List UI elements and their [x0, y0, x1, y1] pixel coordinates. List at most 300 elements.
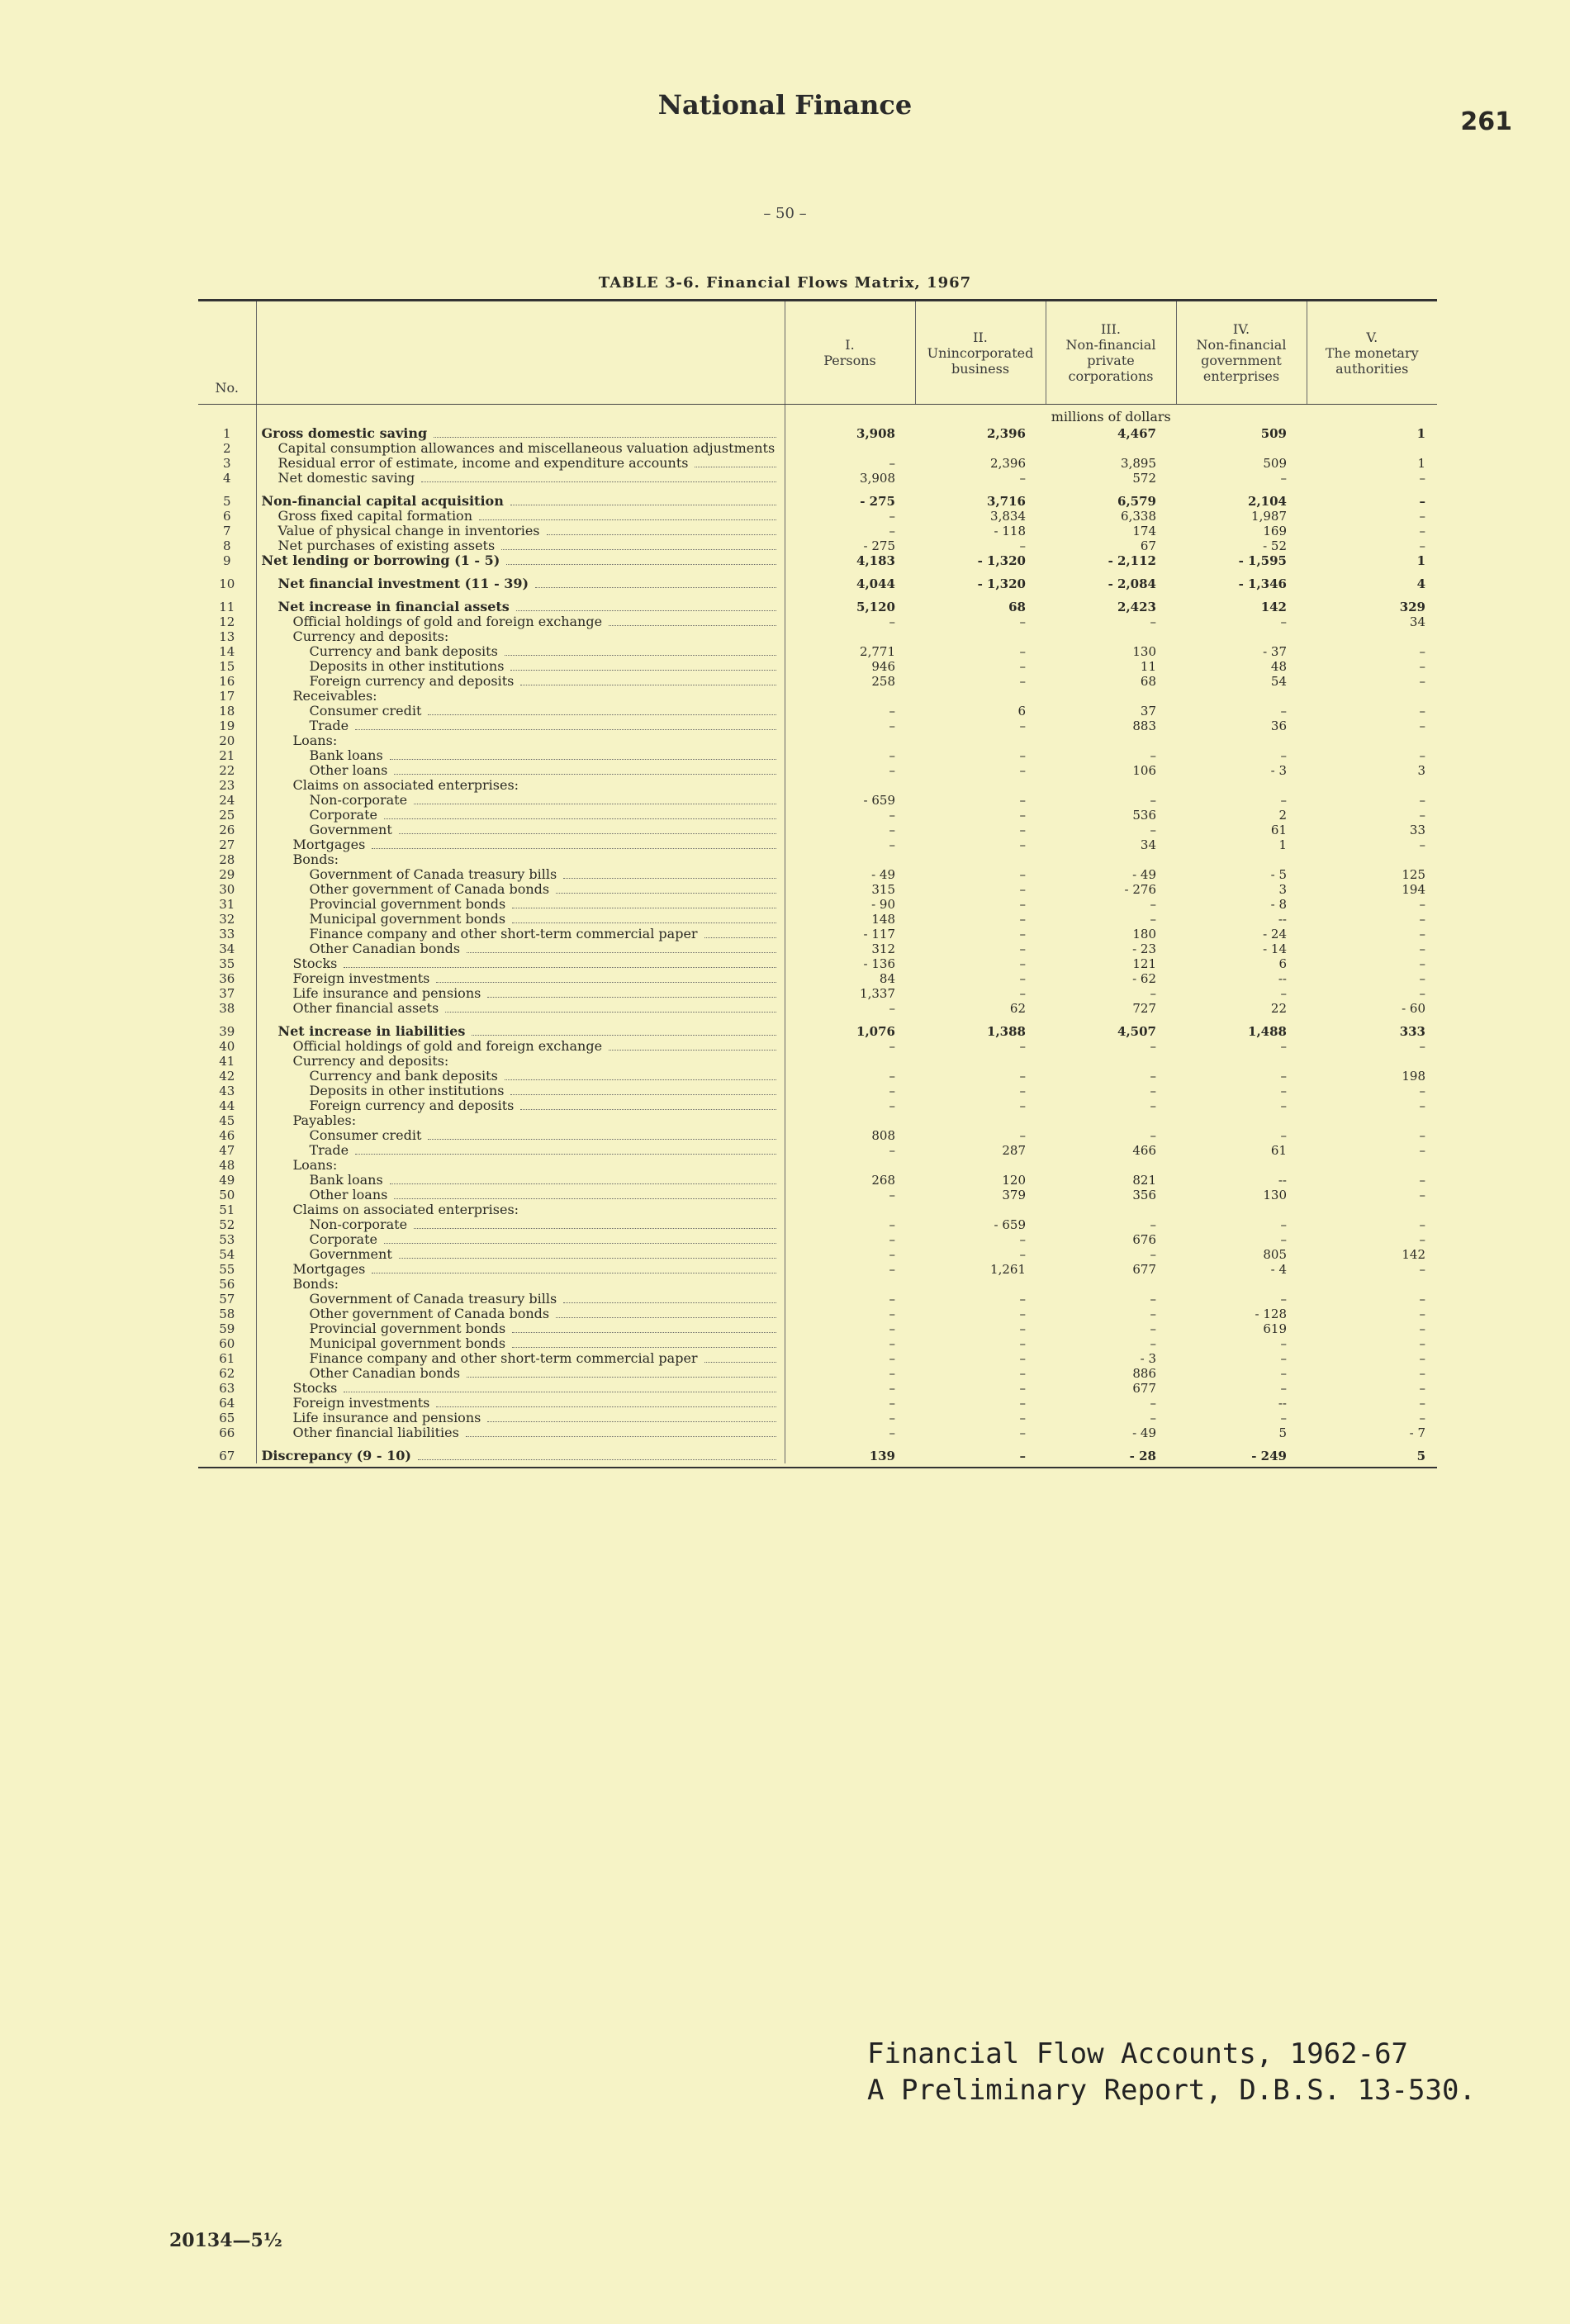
dot-leader: [390, 1183, 776, 1184]
value-cell: –: [889, 1381, 895, 1396]
value-cell: [1046, 733, 1176, 748]
row-label-cell: [256, 986, 785, 1001]
value-cell: –: [1150, 912, 1156, 927]
table-row: [198, 882, 1437, 897]
row-label: Capital consumption allowances and miscellaneous valuation adjustments: [278, 441, 779, 456]
value-cell: --: [1278, 912, 1287, 927]
value-cell: 333: [1399, 1024, 1425, 1039]
value-cell: [1176, 733, 1307, 748]
value-cell: –: [1019, 538, 1026, 553]
value-cell: –: [1019, 1321, 1026, 1336]
value-cell: –: [1150, 1039, 1156, 1054]
value-cell: 121: [1132, 956, 1156, 971]
row-number: 11: [219, 600, 235, 614]
row-label-cell: [256, 1188, 785, 1202]
value-cell: 1,388: [987, 1024, 1026, 1039]
row-label-cell: [256, 1262, 785, 1277]
value-cell: –: [1019, 927, 1026, 941]
table-row: [198, 1173, 1437, 1188]
row-number: 53: [219, 1232, 235, 1247]
table-row: [198, 704, 1437, 719]
value-cell: --: [1278, 1173, 1287, 1188]
value-cell: –: [889, 1396, 895, 1411]
row-number: 60: [219, 1336, 235, 1351]
value-cell: –: [1019, 1366, 1026, 1381]
table-row: [198, 1158, 1437, 1173]
value-cell: –: [1280, 1336, 1287, 1351]
row-label-cell: [256, 823, 785, 837]
dot-leader: [556, 1316, 776, 1318]
row-label: Currency and deposits:: [293, 629, 453, 644]
table-row: [198, 837, 1437, 852]
dot-leader: [355, 1153, 776, 1155]
value-cell: –: [1019, 912, 1026, 927]
value-cell: –: [889, 1366, 895, 1381]
row-label: Municipal government bonds: [310, 912, 510, 927]
value-cell: 727: [1132, 1001, 1156, 1016]
value-cell: 1,987: [1251, 509, 1287, 524]
value-cell: - 1,346: [1238, 576, 1287, 591]
value-cell: –: [1019, 882, 1026, 897]
value-cell: –: [889, 808, 895, 823]
column-header-non-financial-government-enterprises: IV. Non-financial government enterprises: [1176, 301, 1307, 405]
value-cell: –: [889, 1069, 895, 1084]
column-header-unincorporated-business: II. Unincorporated business: [915, 301, 1046, 405]
row-number: 47: [219, 1143, 235, 1158]
dot-leader: [466, 1435, 776, 1437]
value-cell: –: [1019, 1396, 1026, 1411]
value-cell: –: [889, 1425, 895, 1440]
row-label-cell: [256, 553, 785, 568]
row-label: Municipal government bonds: [310, 1336, 510, 1351]
row-label: Net domestic saving: [278, 471, 419, 486]
value-cell: 2: [1278, 808, 1287, 823]
row-label-cell: [256, 1396, 785, 1411]
table-row: [198, 1054, 1437, 1069]
dot-leader: [372, 1272, 776, 1273]
row-label-cell: [256, 852, 785, 867]
row-number: 43: [219, 1084, 235, 1098]
row-label: Currency and deposits:: [293, 1054, 453, 1069]
row-label: Non-financial capital acquisition: [262, 494, 507, 509]
row-label: Bonds:: [293, 1277, 343, 1292]
value-cell: - 3: [1140, 1351, 1156, 1366]
value-cell: –: [1019, 1069, 1026, 1084]
value-cell: –: [1419, 927, 1425, 941]
row-label: Other loans: [310, 1188, 391, 1202]
table-row: [198, 1411, 1437, 1425]
value-cell: 2,396: [990, 456, 1026, 471]
table-row: [198, 1232, 1437, 1247]
row-label: Trade: [310, 1143, 353, 1158]
value-cell: 4,044: [856, 576, 895, 591]
value-cell: 356: [1132, 1188, 1156, 1202]
source-note-line-1: Financial Flow Accounts, 1962-67: [867, 2037, 1409, 2070]
table-row: [198, 1381, 1437, 1396]
value-cell: - 2,084: [1108, 576, 1156, 591]
row-label-cell: [256, 689, 785, 704]
value-cell: [1176, 1113, 1307, 1128]
value-cell: –: [1150, 986, 1156, 1001]
value-cell: 1: [1417, 456, 1425, 471]
row-label: Provincial government bonds: [310, 897, 510, 912]
value-cell: [1176, 1054, 1307, 1069]
value-cell: 3,908: [856, 426, 895, 441]
dot-leader: [609, 1049, 776, 1051]
row-label-cell: [256, 956, 785, 971]
row-label-cell: [256, 1084, 785, 1098]
page-number: 261: [1460, 107, 1512, 136]
value-cell: –: [1419, 1039, 1425, 1054]
value-cell: –: [1019, 644, 1026, 659]
row-label: Value of physical change in inventories: [278, 524, 543, 538]
value-cell: 1,488: [1248, 1024, 1287, 1039]
value-cell: –: [1419, 793, 1425, 808]
financial-flows-table-container: [198, 299, 1437, 1468]
value-cell: 312: [871, 941, 895, 956]
value-cell: 5: [1416, 1449, 1425, 1463]
value-cell: [785, 689, 915, 704]
value-cell: [1307, 1054, 1437, 1069]
row-label-cell: [256, 1113, 785, 1128]
row-label: Loans:: [293, 1158, 341, 1173]
dot-leader: [399, 1257, 776, 1259]
value-cell: –: [1150, 897, 1156, 912]
row-label-cell: [256, 927, 785, 941]
row-number: 8: [222, 538, 231, 553]
value-cell: –: [1150, 1307, 1156, 1321]
value-cell: 6,579: [1117, 494, 1156, 509]
value-cell: –: [1280, 748, 1287, 763]
row-label-cell: [256, 1366, 785, 1381]
value-cell: - 117: [863, 927, 895, 941]
value-cell: - 3: [1270, 763, 1287, 778]
table-row: [198, 1262, 1437, 1277]
row-label-cell: [256, 659, 785, 674]
value-cell: 677: [1132, 1262, 1156, 1277]
value-cell: –: [1019, 1039, 1026, 1054]
value-cell: 142: [1260, 600, 1287, 614]
table-row: [198, 1321, 1437, 1336]
value-cell: 61: [1270, 823, 1287, 837]
value-cell: - 14: [1263, 941, 1287, 956]
dot-leader: [487, 1420, 776, 1422]
source-note: [867, 2036, 1476, 2108]
value-cell: 3,716: [987, 494, 1026, 509]
row-label-cell: [256, 1173, 785, 1188]
table-row: [198, 659, 1437, 674]
value-cell: –: [1419, 509, 1425, 524]
value-cell: 2,104: [1248, 494, 1287, 509]
value-cell: - 24: [1263, 927, 1287, 941]
value-cell: 6: [1017, 704, 1026, 719]
row-number: 40: [219, 1039, 235, 1054]
row-number: 19: [219, 719, 235, 733]
row-label: Currency and bank deposits: [310, 644, 501, 659]
value-cell: –: [1150, 614, 1156, 629]
value-cell: [1307, 1113, 1437, 1128]
table-row: [198, 614, 1437, 629]
value-cell: –: [1019, 1411, 1026, 1425]
value-cell: –: [1280, 704, 1287, 719]
row-number: 2: [222, 441, 231, 456]
row-label: Other financial assets: [293, 1001, 443, 1016]
value-cell: 68: [1008, 600, 1026, 614]
value-cell: –: [1019, 1425, 1026, 1440]
value-cell: - 90: [871, 897, 895, 912]
dot-leader: [414, 803, 776, 804]
row-number: 3: [222, 456, 231, 471]
table-row: [198, 1024, 1437, 1039]
value-cell: –: [1419, 837, 1425, 852]
value-cell: [785, 1113, 915, 1128]
table-row: [198, 763, 1437, 778]
row-number: 33: [219, 927, 235, 941]
table-row: [198, 426, 1437, 441]
table-row: [198, 1351, 1437, 1366]
row-label: Finance company and other short-term commercial paper: [310, 927, 701, 941]
row-label-cell: [256, 441, 785, 456]
value-cell: [1176, 1202, 1307, 1217]
spacer-row: [198, 1016, 1437, 1024]
value-cell: 509: [1260, 426, 1287, 441]
value-cell: –: [1150, 1098, 1156, 1113]
row-number: 61: [219, 1351, 235, 1366]
row-label-cell: [256, 1202, 785, 1217]
value-cell: –: [889, 1411, 895, 1425]
table-row: [198, 1336, 1437, 1351]
value-cell: [1307, 1158, 1437, 1173]
row-label-cell: [256, 882, 785, 897]
value-cell: –: [1019, 808, 1026, 823]
row-number: 58: [219, 1307, 235, 1321]
value-cell: [785, 1054, 915, 1069]
value-cell: 886: [1132, 1366, 1156, 1381]
row-label-cell: [256, 674, 785, 689]
value-cell: –: [889, 1001, 895, 1016]
value-cell: [1307, 852, 1437, 867]
table-row: [198, 524, 1437, 538]
row-label-cell: [256, 1449, 785, 1463]
value-cell: [1046, 852, 1176, 867]
value-cell: –: [1150, 793, 1156, 808]
value-cell: [1176, 1277, 1307, 1292]
row-number: 56: [219, 1277, 235, 1292]
value-cell: 4,183: [856, 553, 895, 568]
value-cell: –: [889, 823, 895, 837]
value-cell: –: [1019, 941, 1026, 956]
value-cell: –: [1150, 748, 1156, 763]
row-label: Mortgages: [293, 1262, 369, 1277]
row-label-cell: [256, 941, 785, 956]
row-label-cell: [256, 1277, 785, 1292]
row-label-cell: [256, 912, 785, 927]
value-cell: –: [1019, 674, 1026, 689]
table-row: [198, 1292, 1437, 1307]
value-cell: [785, 778, 915, 793]
value-cell: 84: [879, 971, 895, 986]
value-cell: –: [1419, 1396, 1425, 1411]
dot-leader: [520, 684, 776, 685]
value-cell: - 659: [994, 1217, 1026, 1232]
value-cell: 268: [871, 1173, 895, 1188]
value-cell: - 49: [871, 867, 895, 882]
row-number: 55: [219, 1262, 235, 1277]
value-cell: –: [1019, 1098, 1026, 1113]
table-row: [198, 1366, 1437, 1381]
value-cell: --: [1278, 1396, 1287, 1411]
dot-leader: [510, 1093, 776, 1095]
table-row: [198, 456, 1437, 471]
row-label: Gross domestic saving: [262, 426, 431, 441]
value-cell: 676: [1132, 1232, 1156, 1247]
row-label: Net lending or borrowing (1 - 5): [262, 553, 504, 568]
value-cell: –: [889, 1098, 895, 1113]
value-cell: 619: [1263, 1321, 1287, 1336]
dot-leader: [479, 519, 776, 520]
value-cell: 946: [871, 659, 895, 674]
value-cell: 120: [1002, 1173, 1026, 1188]
row-label: Currency and bank deposits: [310, 1069, 501, 1084]
value-cell: [785, 1158, 915, 1173]
row-label: Deposits in other institutions: [310, 659, 508, 674]
value-cell: –: [1419, 538, 1425, 553]
row-label-cell: [256, 733, 785, 748]
row-label: Foreign currency and deposits: [310, 674, 518, 689]
row-number: 29: [219, 867, 235, 882]
value-cell: –: [1419, 1411, 1425, 1425]
row-label: Foreign investments: [293, 1396, 434, 1411]
row-label: Non-corporate: [310, 793, 411, 808]
row-number: 30: [219, 882, 235, 897]
value-cell: –: [1019, 1232, 1026, 1247]
table-row: [198, 1396, 1437, 1411]
value-cell: –: [1150, 1069, 1156, 1084]
value-cell: 130: [1132, 644, 1156, 659]
value-cell: –: [1280, 1381, 1287, 1396]
value-cell: 315: [871, 882, 895, 897]
dot-leader: [384, 818, 776, 819]
row-number: 38: [219, 1001, 235, 1016]
value-cell: –: [1280, 793, 1287, 808]
row-label: Provincial government bonds: [310, 1321, 510, 1336]
table-row: [198, 674, 1437, 689]
value-cell: –: [889, 509, 895, 524]
value-cell: –: [889, 614, 895, 629]
value-cell: [1176, 441, 1307, 456]
row-label-cell: [256, 426, 785, 441]
dot-leader: [505, 654, 776, 656]
dot-leader: [487, 996, 776, 998]
value-cell: –: [1419, 1143, 1425, 1158]
row-label-cell: [256, 778, 785, 793]
value-cell: - 28: [1129, 1449, 1156, 1463]
value-cell: - 1,320: [977, 576, 1026, 591]
row-label: Mortgages: [293, 837, 369, 852]
value-cell: 536: [1132, 808, 1156, 823]
value-cell: 142: [1402, 1247, 1425, 1262]
row-label: Government: [310, 1247, 396, 1262]
value-cell: - 2,112: [1108, 553, 1156, 568]
value-cell: –: [1419, 1084, 1425, 1098]
value-cell: –: [889, 837, 895, 852]
row-label-cell: [256, 1143, 785, 1158]
value-cell: –: [1019, 1336, 1026, 1351]
value-cell: –: [1280, 986, 1287, 1001]
dot-leader: [467, 1376, 776, 1378]
table-row: [198, 956, 1437, 971]
table-row: [198, 1202, 1437, 1217]
value-cell: [785, 733, 915, 748]
row-number: 63: [219, 1381, 235, 1396]
row-number: 67: [219, 1449, 235, 1463]
value-cell: 4,507: [1117, 1024, 1156, 1039]
row-label: Loans:: [293, 733, 341, 748]
value-cell: - 1,320: [977, 553, 1026, 568]
row-label-cell: [256, 897, 785, 912]
value-cell: [915, 852, 1046, 867]
value-cell: –: [1019, 1084, 1026, 1098]
dot-leader: [414, 1227, 776, 1229]
row-label: Other loans: [310, 763, 391, 778]
table-row: [198, 986, 1437, 1001]
row-number: 28: [219, 852, 235, 867]
value-cell: [1307, 778, 1437, 793]
table-row: [198, 1188, 1437, 1202]
value-cell: –: [889, 1188, 895, 1202]
value-cell: –: [1150, 1128, 1156, 1143]
value-cell: –: [1150, 1321, 1156, 1336]
row-number: 51: [219, 1202, 235, 1217]
value-cell: 5,120: [856, 600, 895, 614]
value-cell: –: [1280, 1039, 1287, 1054]
value-cell: [915, 1158, 1046, 1173]
row-label: Official holdings of gold and foreign exchange: [293, 1039, 606, 1054]
value-cell: 258: [871, 674, 895, 689]
value-cell: –: [1419, 986, 1425, 1001]
value-cell: –: [1280, 1098, 1287, 1113]
row-label-cell: [256, 1217, 785, 1232]
table-row: [198, 441, 1437, 456]
value-cell: –: [1019, 867, 1026, 882]
row-label: Stocks: [293, 1381, 341, 1396]
dot-leader: [501, 548, 776, 550]
value-cell: –: [1019, 837, 1026, 852]
dot-leader: [467, 951, 776, 953]
table-row: [198, 1143, 1437, 1158]
value-cell: [1046, 1158, 1176, 1173]
value-cell: 4,467: [1117, 426, 1156, 441]
value-cell: –: [1150, 1396, 1156, 1411]
value-cell: –: [1280, 471, 1287, 486]
row-number: 14: [219, 644, 235, 659]
value-cell: –: [1019, 956, 1026, 971]
value-cell: - 249: [1251, 1449, 1287, 1463]
row-label: Net increase in liabilities: [278, 1024, 469, 1039]
dot-leader: [516, 609, 776, 611]
row-label-cell: [256, 538, 785, 553]
dot-leader: [390, 758, 776, 760]
value-cell: 3,908: [860, 471, 895, 486]
row-label-cell: [256, 808, 785, 823]
value-cell: - 275: [863, 538, 895, 553]
row-label-cell: [256, 1292, 785, 1307]
value-cell: –: [889, 1292, 895, 1307]
dot-leader: [445, 1011, 776, 1013]
row-number: 12: [219, 614, 235, 629]
value-cell: –: [1419, 471, 1425, 486]
value-cell: [1307, 733, 1437, 748]
